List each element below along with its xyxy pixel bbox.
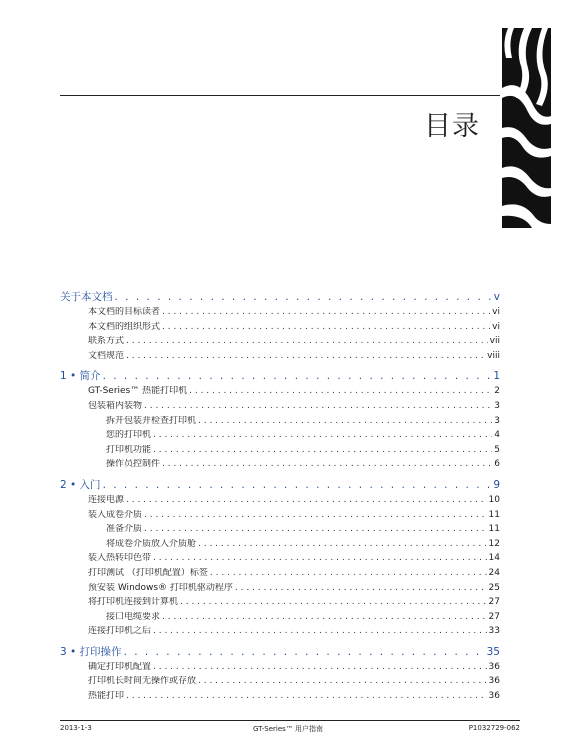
toc-chapter-entry[interactable] (60, 369, 500, 386)
toc-page-number: 36 (488, 661, 500, 672)
toc-page-number: vi (492, 307, 500, 317)
toc-dot-leader (162, 612, 487, 623)
toc-entry[interactable] (60, 597, 500, 612)
table-of-contents (60, 290, 500, 706)
toc-entry[interactable] (60, 510, 500, 525)
toc-dot-leader (126, 495, 487, 506)
toc-entry-title: 2 • 入门 (60, 478, 101, 491)
toc-dot-leader (144, 401, 492, 412)
header-rule (60, 95, 500, 96)
toc-entry[interactable] (60, 539, 500, 554)
toc-page-number: 3 (494, 400, 500, 411)
toc-dot-leader (153, 662, 487, 673)
toc-dot-leader (189, 386, 492, 397)
footer-date: 2013-1-3 (60, 724, 92, 732)
toc-entry-title: 接口电缆要求 (106, 611, 161, 622)
toc-dot-leader (103, 478, 492, 492)
toc-page-number: 25 (488, 582, 500, 593)
toc-entry[interactable] (60, 336, 500, 351)
toc-dot-leader (153, 626, 487, 637)
toc-entry[interactable] (60, 568, 500, 583)
footer-part-number: P1032729-062 (468, 724, 520, 732)
toc-page-number: 4 (494, 430, 500, 441)
toc-entry[interactable] (60, 307, 500, 322)
toc-entry-title: 打印测试 （打印机配置）标签 (88, 567, 208, 578)
toc-entry-title: 准备介质 (106, 524, 143, 535)
toc-entry-title: 联系方式 (88, 336, 125, 347)
toc-entry-title: 文档规范 (88, 350, 125, 361)
toc-dot-leader (124, 645, 485, 659)
toc-page-number: 2 (494, 386, 500, 397)
toc-entry[interactable] (60, 691, 500, 706)
toc-page-number: 12 (488, 538, 500, 549)
toc-entry[interactable] (60, 626, 500, 641)
toc-page-number: 11 (488, 509, 500, 520)
toc-page-number: 9 (493, 478, 500, 491)
toc-dot-leader (180, 597, 487, 608)
toc-dot-leader (162, 459, 492, 470)
toc-entry-title: 本文档的组织形式 (88, 321, 161, 332)
toc-dot-leader (198, 416, 492, 427)
toc-page-number: 14 (488, 553, 500, 564)
toc-entry-title: 连接电源 (88, 494, 125, 505)
toc-dot-leader (115, 290, 492, 304)
toc-entry-title: 连接打印机之后 (88, 626, 152, 637)
toc-entry-title: 将打印机连接到计算机 (88, 597, 179, 608)
toc-entry[interactable] (60, 662, 500, 677)
footer-rule (60, 720, 520, 721)
toc-entry-title: 包装箱内装物 (88, 400, 143, 411)
toc-dot-leader (126, 336, 488, 347)
toc-entry-title: 预安装 Windows® 打印机驱动程序 (88, 582, 233, 593)
toc-entry[interactable] (60, 459, 500, 474)
toc-entry[interactable] (60, 583, 500, 598)
toc-chapter-entry[interactable] (60, 290, 500, 307)
toc-entry-title: GT-Series™ 热能打印机 (88, 386, 188, 397)
page-title: 目录 (424, 111, 480, 142)
toc-page-number: vii (489, 336, 500, 347)
toc-page-number: 5 (494, 444, 500, 455)
toc-page-number: 36 (488, 691, 500, 702)
toc-chapter-entry[interactable] (60, 645, 500, 662)
toc-dot-leader (153, 553, 487, 564)
toc-page-number: 3 (494, 415, 500, 426)
toc-entry[interactable] (60, 676, 500, 691)
toc-page-number: 1 (493, 370, 500, 383)
toc-page-number: 24 (488, 567, 500, 578)
toc-dot-leader (198, 676, 487, 687)
toc-entry-title: 拆开包装并检查打印机 (106, 415, 197, 426)
toc-page-number: 6 (494, 459, 500, 470)
toc-entry-title: 1 • 简介 (60, 370, 101, 383)
toc-entry[interactable] (60, 524, 500, 539)
toc-entry-title: 本文档的目标读者 (88, 307, 161, 317)
toc-entry[interactable] (60, 495, 500, 510)
toc-entry-title: 热能打印 (88, 691, 125, 702)
toc-chapter-entry[interactable] (60, 478, 500, 495)
toc-dot-leader (144, 510, 487, 521)
toc-entry[interactable] (60, 553, 500, 568)
toc-entry-title: 装入成卷介质 (88, 509, 143, 520)
zebra-stripe-graphic (502, 28, 551, 228)
toc-entry-title: 3 • 打印操作 (60, 645, 122, 658)
toc-dot-leader (153, 430, 492, 441)
toc-page-number: viii (487, 350, 500, 361)
toc-entry-title: 将成卷介质放入介质舱 (106, 538, 197, 549)
toc-entry-title: 装入热转印色带 (88, 553, 152, 564)
toc-page-number: 35 (486, 645, 500, 658)
toc-entry-title: 您的打印机 (106, 430, 152, 441)
toc-dot-leader (198, 539, 487, 550)
toc-page-number: 11 (488, 524, 500, 535)
toc-entry[interactable] (60, 386, 500, 401)
toc-entry-title: 关于本文档 (60, 291, 113, 303)
toc-entry[interactable] (60, 322, 500, 337)
toc-dot-leader (210, 568, 487, 579)
toc-dot-leader (162, 322, 490, 333)
toc-entry-title: 操作员控制件 (106, 459, 161, 470)
toc-dot-leader (126, 691, 487, 702)
toc-entry[interactable] (60, 430, 500, 445)
toc-page-number: 10 (488, 494, 500, 505)
toc-page-number: 36 (488, 676, 500, 687)
toc-dot-leader (103, 369, 492, 383)
toc-dot-leader (144, 524, 487, 535)
toc-page-number: 33 (488, 626, 500, 637)
toc-entry-title: 打印机功能 (106, 444, 152, 455)
toc-page-number: 27 (488, 611, 500, 622)
toc-entry[interactable] (60, 445, 500, 460)
toc-dot-leader (126, 351, 485, 362)
toc-entry[interactable] (60, 351, 500, 366)
toc-page-number: vi (492, 321, 500, 332)
footer-guide-title: GT-Series™ 用户指南 (252, 725, 324, 733)
zebra-stripe-tab (502, 28, 551, 228)
toc-dot-leader (162, 307, 490, 318)
toc-dot-leader (153, 445, 492, 456)
toc-page-number: v (493, 291, 500, 303)
toc-entry-title: 打印机长时间无操作或存放 (88, 676, 197, 687)
toc-dot-leader (235, 583, 487, 594)
toc-entry[interactable] (60, 401, 500, 416)
toc-page-number: 27 (488, 597, 500, 608)
toc-entry-title: 确定打印机配置 (88, 661, 152, 672)
toc-entry[interactable] (60, 612, 500, 627)
toc-entry[interactable] (60, 416, 500, 431)
